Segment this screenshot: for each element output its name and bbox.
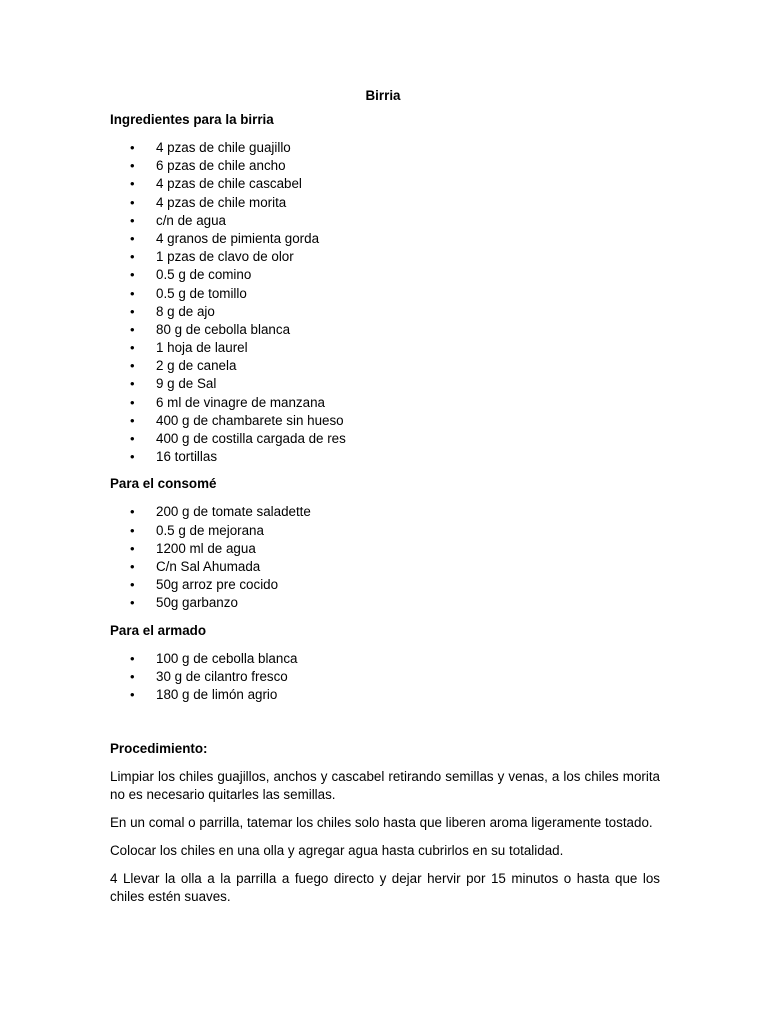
list-item-text: 50g garbanzo bbox=[156, 595, 238, 611]
list-item bbox=[110, 266, 660, 284]
bullet-icon: • bbox=[130, 668, 135, 684]
consome-list bbox=[110, 503, 660, 612]
document-content bbox=[110, 86, 660, 906]
list-item bbox=[110, 448, 660, 466]
list-item bbox=[110, 650, 660, 668]
list-item-text: 9 g de Sal bbox=[156, 376, 217, 392]
list-item-text: 200 g de tomate saladette bbox=[156, 504, 311, 520]
bullet-icon: • bbox=[130, 540, 135, 556]
bullet-icon: • bbox=[130, 212, 135, 228]
list-item bbox=[110, 321, 660, 339]
procedure-step-3: Colocar los chiles en una olla y agregar agua hasta cubrirlos en su totalidad. bbox=[110, 843, 564, 859]
list-item-text: 16 tortillas bbox=[156, 449, 218, 465]
list-item-text: 180 g de limón agrio bbox=[156, 686, 278, 702]
bullet-icon: • bbox=[130, 595, 135, 611]
list-item-text: 6 ml de vinagre de manzana bbox=[156, 394, 325, 410]
bullet-icon: • bbox=[130, 650, 135, 666]
list-item bbox=[110, 175, 660, 193]
list-item bbox=[110, 668, 660, 686]
bullet-icon: • bbox=[130, 194, 135, 210]
list-item bbox=[110, 157, 660, 175]
list-item-text: 100 g de cebolla blanca bbox=[156, 650, 298, 666]
bullet-icon: • bbox=[130, 376, 135, 392]
list-item-text: 400 g de chambarete sin hueso bbox=[156, 412, 344, 428]
list-item-text: 0.5 g de tomillo bbox=[156, 285, 247, 301]
bullet-icon: • bbox=[130, 522, 135, 538]
list-item bbox=[110, 540, 660, 558]
list-item bbox=[110, 339, 660, 357]
list-item-text: c/n de agua bbox=[156, 212, 226, 228]
list-item-text: 1200 ml de agua bbox=[156, 540, 256, 556]
list-item bbox=[110, 686, 660, 704]
list-item bbox=[110, 375, 660, 393]
list-item bbox=[110, 139, 660, 157]
list-item-text: 1 pzas de clavo de olor bbox=[156, 249, 294, 265]
list-item-text: 400 g de costilla cargada de res bbox=[156, 431, 346, 446]
list-item-text: 4 pzas de chile cascabel bbox=[156, 176, 302, 192]
list-item-text: C/n Sal Ahumada bbox=[156, 558, 261, 574]
list-item bbox=[110, 285, 660, 303]
bullet-icon: • bbox=[130, 140, 135, 155]
bullet-icon: • bbox=[130, 558, 135, 574]
list-item bbox=[110, 357, 660, 375]
list-item-text: 2 g de canela bbox=[156, 358, 237, 374]
list-item bbox=[110, 194, 660, 212]
list-item bbox=[110, 412, 660, 430]
bullet-icon: • bbox=[130, 340, 135, 356]
list-item-text: 4 pzas de chile morita bbox=[156, 194, 287, 210]
list-item bbox=[110, 522, 660, 540]
list-item-text: 80 g de cebolla blanca bbox=[156, 321, 291, 337]
list-item-text: 8 g de ajo bbox=[156, 303, 215, 319]
list-item-text: 1 hoja de laurel bbox=[156, 340, 248, 356]
document-title: Birria bbox=[365, 88, 401, 103]
list-item bbox=[110, 430, 660, 448]
bullet-icon: • bbox=[130, 504, 135, 520]
list-item-text: 4 granos de pimienta gorda bbox=[156, 230, 320, 246]
list-item bbox=[110, 230, 660, 248]
bullet-icon: • bbox=[130, 285, 135, 301]
bullet-icon: • bbox=[130, 412, 135, 428]
section-heading-ingredients: Ingredientes para la birria bbox=[110, 112, 274, 127]
list-item bbox=[110, 503, 660, 521]
procedure-step-4: 4 Llevar la olla a la parrilla a fuego directo y dejar hervir por 15 minutos o hasta que los chiles estén suaves. bbox=[110, 871, 660, 905]
list-item-text: 6 pzas de chile ancho bbox=[156, 158, 286, 174]
bullet-icon: • bbox=[130, 358, 135, 374]
list-item bbox=[110, 248, 660, 266]
section-heading-procedure: Procedimiento: bbox=[110, 741, 208, 757]
bullet-icon: • bbox=[130, 158, 135, 174]
bullet-icon: • bbox=[130, 394, 135, 410]
list-item bbox=[110, 394, 660, 412]
bullet-icon: • bbox=[130, 431, 135, 446]
list-item bbox=[110, 303, 660, 321]
list-item-text: 30 g de cilantro fresco bbox=[156, 668, 288, 684]
bullet-icon: • bbox=[130, 249, 135, 265]
list-item bbox=[110, 212, 660, 230]
procedure-step-1: Limpiar los chiles guajillos, anchos y cascabel retirando semillas y venas, a los chiles morita no es necesario quitarles las semillas. bbox=[110, 769, 660, 803]
procedure-step-2: En un comal o parrilla, tatemar los chiles solo hasta que liberen aroma ligeramente tostado. bbox=[110, 815, 653, 831]
section-heading-consome: Para el consomé bbox=[110, 476, 217, 492]
bullet-icon: • bbox=[130, 267, 135, 283]
bullet-icon: • bbox=[130, 321, 135, 337]
list-item bbox=[110, 558, 660, 576]
list-item bbox=[110, 594, 660, 612]
list-item bbox=[110, 576, 660, 594]
section-heading-armado: Para el armado bbox=[110, 622, 207, 638]
bullet-icon: • bbox=[130, 176, 135, 192]
list-item-text: 0.5 g de mejorana bbox=[156, 522, 264, 538]
list-item-text: 4 pzas de chile guajillo bbox=[156, 140, 291, 155]
bullet-icon: • bbox=[130, 449, 135, 465]
list-item-text: 50g arroz pre cocido bbox=[156, 577, 279, 593]
ingredient-list bbox=[110, 139, 660, 466]
bullet-icon: • bbox=[130, 303, 135, 319]
bullet-icon: • bbox=[130, 577, 135, 593]
bullet-icon: • bbox=[130, 686, 135, 702]
list-item-text: 0.5 g de comino bbox=[156, 267, 252, 283]
bullet-icon: • bbox=[130, 230, 135, 246]
armado-list bbox=[110, 650, 660, 705]
